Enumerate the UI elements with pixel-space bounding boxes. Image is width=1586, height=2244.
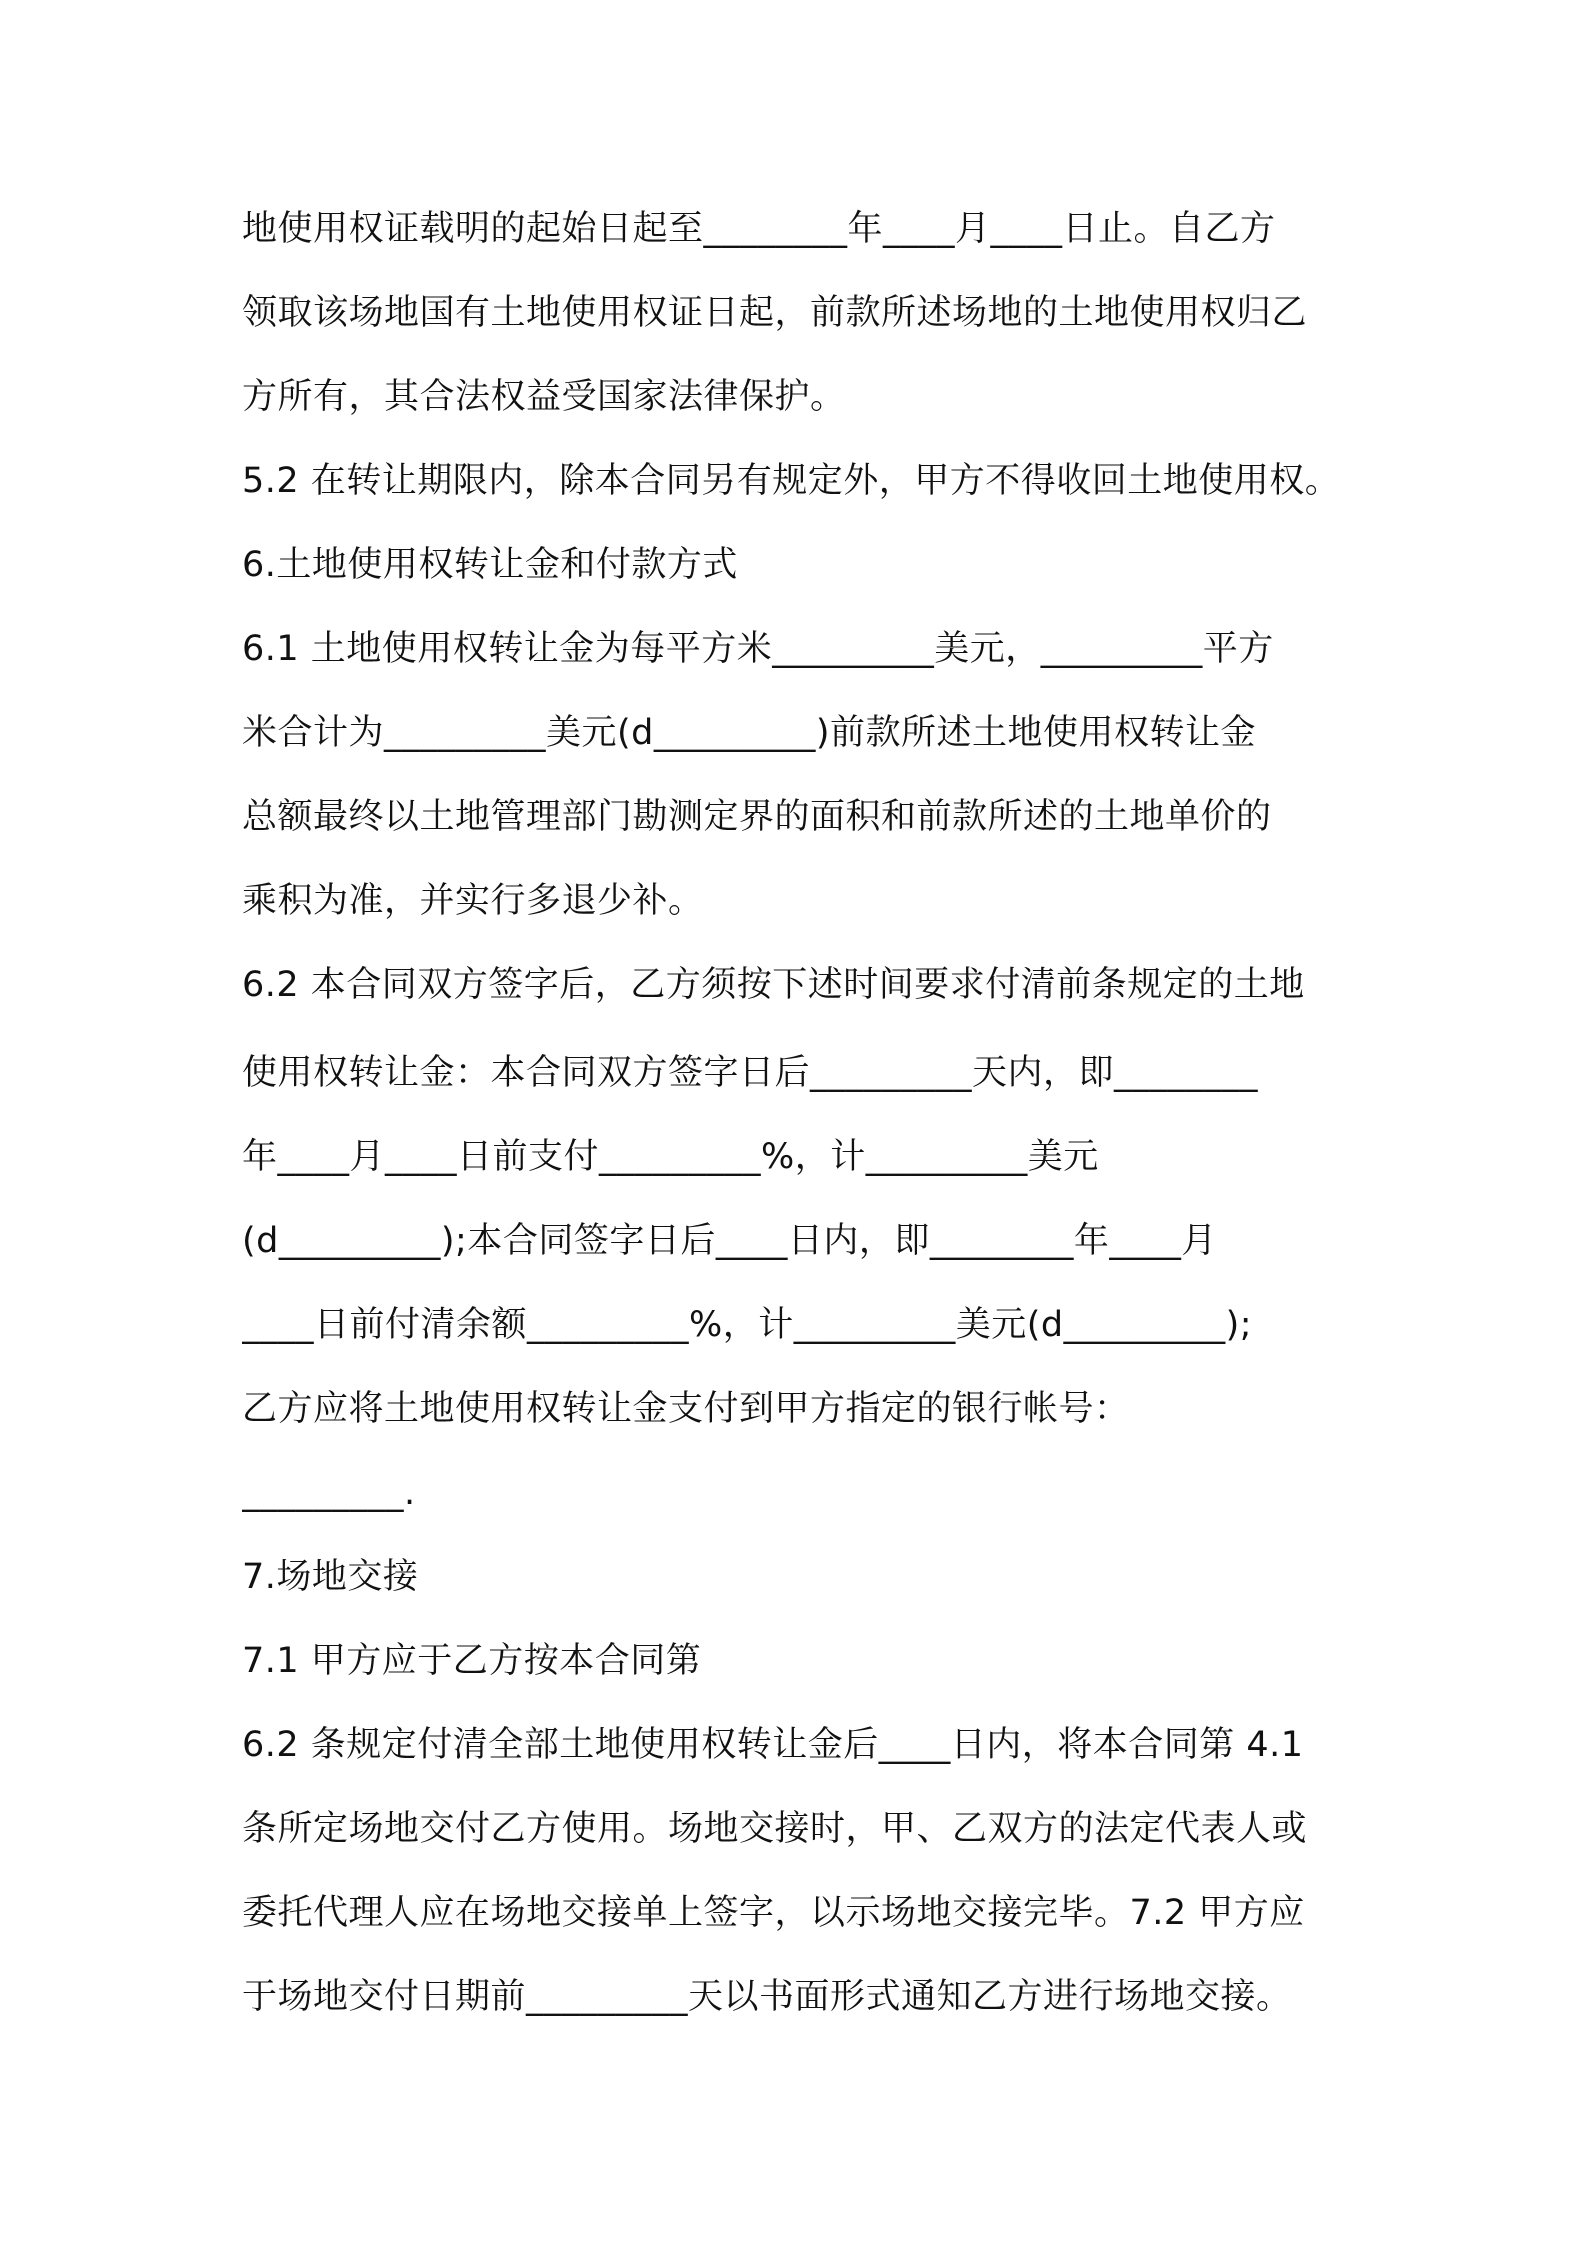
text-line: 年____月____日前支付_________%，计_________美元 xyxy=(242,1137,1099,1177)
text-line: 乙方应将土地使用权转让金支付到甲方指定的银行帐号： xyxy=(242,1389,1130,1429)
text-line: 方所有，其合法权益受国家法律保护。 xyxy=(242,377,846,417)
text-line: 地使用权证载明的起始日起至________年____月____日止。自乙方 xyxy=(242,209,1276,249)
text-line: 条所定场地交付乙方使用。场地交接时，甲、乙双方的法定代表人或 xyxy=(242,1809,1308,1849)
text-line: 于场地交付日期前_________天以书面形式通知乙方进行场地交接。 xyxy=(242,1977,1292,2017)
text-line: 使用权转让金：本合同双方签字日后_________天内，即________ xyxy=(242,1053,1259,1093)
text-line: (d_________);本合同签字日后____日内，即________年____月 xyxy=(242,1221,1217,1261)
text-line: 6.1 土地使用权转让金为每平方米_________美元，_________平方 xyxy=(242,629,1274,669)
text-line: 6.2 条规定付清全部土地使用权转让金后____日内，将本合同第 4.1 xyxy=(242,1725,1304,1765)
text-line: 总额最终以土地管理部门勘测定界的面积和前款所述的土地单价的 xyxy=(242,797,1272,837)
text-line: 米合计为_________美元(d_________)前款所述土地使用权转让金 xyxy=(242,713,1257,753)
section-heading: 7.场地交接 xyxy=(242,1557,419,1597)
text-line: 领取该场地国有土地使用权证日起，前款所述场地的土地使用权归乙 xyxy=(242,293,1308,333)
section-heading: 6.土地使用权转让金和付款方式 xyxy=(242,545,738,585)
text-line: 乘积为准，并实行多退少补。 xyxy=(242,881,704,921)
text-line: 6.2 本合同双方签字后，乙方须按下述时间要求付清前条规定的土地 xyxy=(242,965,1305,1005)
text-line: ____日前付清余额_________%，计_________美元(d_________); xyxy=(242,1305,1253,1345)
text-line: _________. xyxy=(242,1473,416,1513)
text-line: 7.1 甲方应于乙方按本合同第 xyxy=(242,1641,702,1681)
text-line: 委托代理人应在场地交接单上签字，以示场地交接完毕。7.2 甲方应 xyxy=(242,1893,1305,1933)
text-line: 5.2 在转让期限内，除本合同另有规定外，甲方不得收回土地使用权。 xyxy=(242,461,1341,501)
